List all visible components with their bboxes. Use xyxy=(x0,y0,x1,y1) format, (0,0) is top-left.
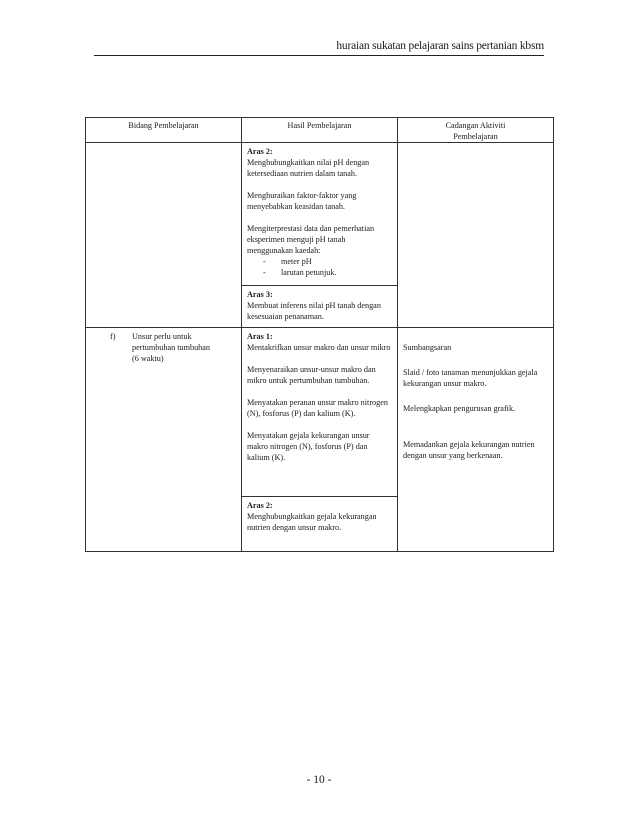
table-header-row xyxy=(86,118,554,143)
list-item-text: larutan petunjuk. xyxy=(281,268,337,277)
outcome-text: Menghuraikan faktor-faktor yang menyebabkan keasidan tanah. xyxy=(247,191,357,211)
list-item: - larutan petunjuk. xyxy=(263,268,337,277)
activity-text: Melengkapkan pengurusan grafik. xyxy=(403,404,516,413)
activity-item xyxy=(398,389,553,414)
outcome-text: Menyenaraikan unsur-unsur makro dan mikro untuk pertumbuhan tumbuhan. xyxy=(247,365,376,385)
activity-item xyxy=(398,353,553,389)
activity-text: Memadankan gejala kekurangan nutrien dengan unsur yang berkenaan. xyxy=(403,440,535,460)
list-item-text: meter pH xyxy=(281,257,312,266)
outcome-text: Mentakrifkan unsur makro dan unsur mikro xyxy=(247,343,391,352)
outcome-text: Menghubungkaitkan nilai pH dengan ketersediaan nutrien dalam tanah. xyxy=(247,158,370,178)
topic-entry xyxy=(86,328,241,367)
outcome-text: Menyatakan gejala kekurangan unsur makro nitrogen (N), fosforus (P) dan kalium (K). xyxy=(247,431,370,462)
column-header-label: Cadangan Aktiviti Pembelajaran xyxy=(445,121,506,141)
learning-area-cell xyxy=(86,143,242,328)
aras-block xyxy=(242,143,397,285)
column-header: Hasil Pembelajaran xyxy=(242,118,398,143)
column-header xyxy=(398,118,554,143)
table-row xyxy=(86,328,554,552)
header-rule xyxy=(94,55,544,56)
outcome-text: Menyatakan peranan unsur makro nitrogen (N), fosforus (P) dan kalium (K). xyxy=(247,398,388,418)
learning-outcome-cell xyxy=(242,328,398,552)
activity-text: Slaid / foto tanaman menunjukkan gejala kekurangan unsur makro. xyxy=(403,368,538,388)
page-number: - 10 - xyxy=(306,774,332,786)
topic-number: f) xyxy=(110,332,116,341)
learning-outcome-cell xyxy=(242,143,398,328)
aras-label: Aras 3: xyxy=(247,290,273,299)
topic-title: Unsur perlu untuk pertumbuhan tumbuhan xyxy=(132,332,210,352)
aras-label: Aras 1: xyxy=(247,332,273,341)
learning-area-cell xyxy=(86,328,242,552)
outcome-text: Membuat inferens nilai pH tanah dengan kesesuaian penanaman. xyxy=(247,301,381,321)
outcome-text: Menghubungkaitkan gejala kekurangan nutrien dengan unsur makro. xyxy=(247,512,377,532)
aras-block xyxy=(242,285,397,327)
table-row xyxy=(86,143,554,328)
aras-block xyxy=(242,496,397,551)
list-item: - meter pH xyxy=(263,257,312,266)
aras-block xyxy=(242,328,397,496)
aras-label: Aras 2: xyxy=(247,501,273,510)
activity-cell xyxy=(398,143,554,328)
activity-item xyxy=(398,328,553,353)
column-header: Bidang Pembelajaran xyxy=(86,118,242,143)
outcome-text: Mengiterprestasi data dan pemerhatian eksperimen menguji pH tanah menggunakan kaedah: xyxy=(247,224,375,255)
topic-duration: (6 waktu) xyxy=(132,354,164,363)
activity-cell xyxy=(398,328,554,552)
activity-text: Sumbangsaran xyxy=(403,343,452,352)
page-header-title: huraian sukatan pelajaran sains pertanian kbsm xyxy=(336,40,544,52)
activity-item xyxy=(398,414,553,461)
syllabus-table xyxy=(85,117,554,552)
aras-label: Aras 2: xyxy=(247,147,273,156)
